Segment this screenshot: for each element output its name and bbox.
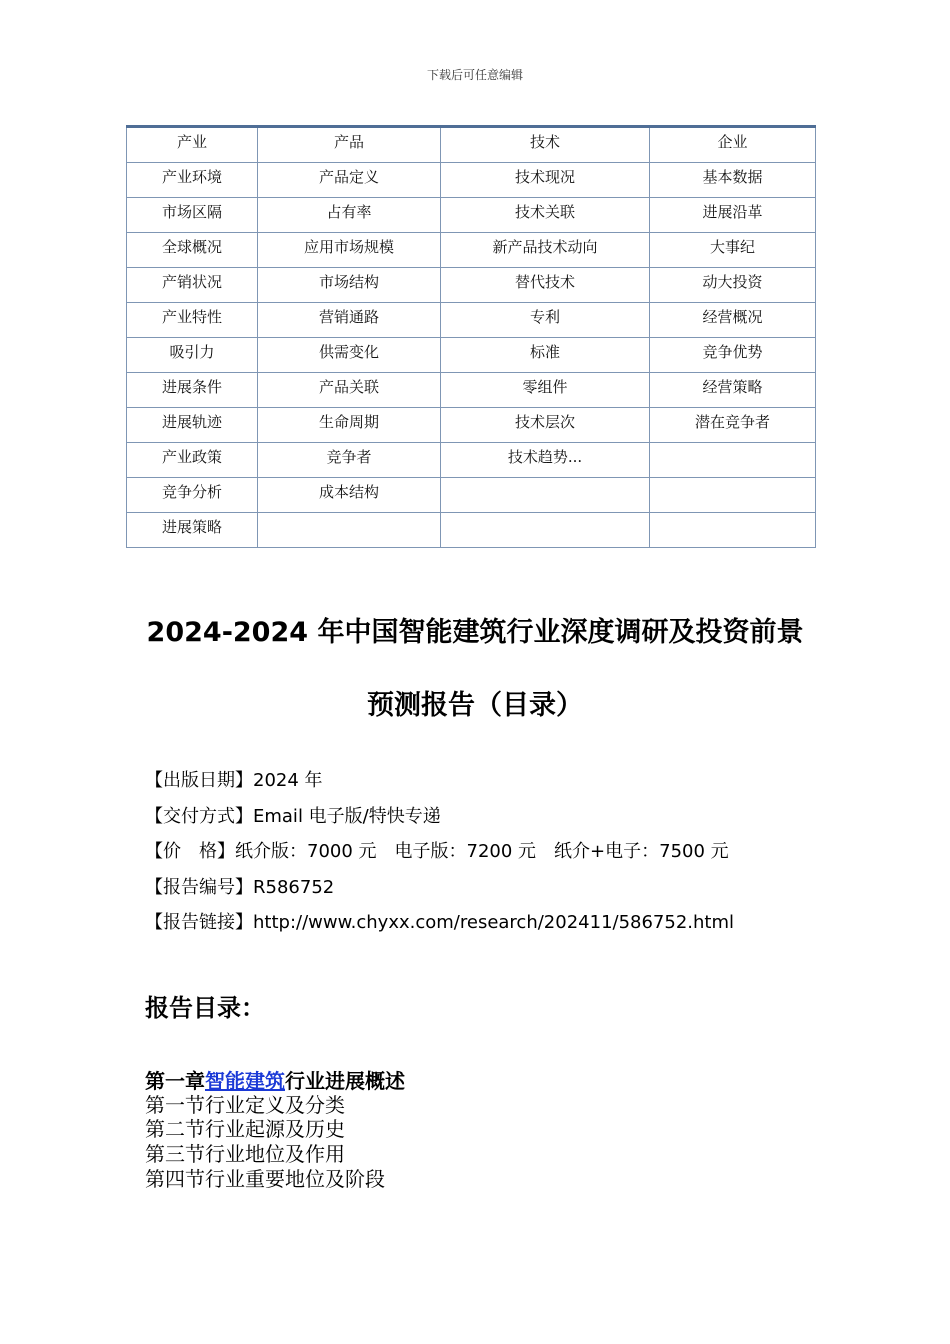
table-row xyxy=(127,513,816,548)
table-cell: 进展策略 xyxy=(127,513,258,548)
table-cell: 吸引力 xyxy=(127,338,258,373)
chapter-1-suffix: 行业进展概述 xyxy=(285,1069,405,1093)
table-row xyxy=(127,478,816,513)
toc-section-4: 第四节行业重要地位及阶段 xyxy=(145,1167,385,1191)
table-cell: 专利 xyxy=(441,303,650,338)
table-row xyxy=(127,127,816,163)
table-cell: 全球概况 xyxy=(127,233,258,268)
report-title-line1: 2024-2024 年中国智能建筑行业深度调研及投资前景 xyxy=(146,617,804,648)
table-cell: 进展沿革 xyxy=(650,198,816,233)
table-cell: 产业特性 xyxy=(127,303,258,338)
table-row xyxy=(127,303,816,338)
table-cell: 动大投资 xyxy=(650,268,816,303)
table-cell: 经营策略 xyxy=(650,373,816,408)
table-cell: 大事纪 xyxy=(650,233,816,268)
table-cell: 产销状况 xyxy=(127,268,258,303)
table-row xyxy=(127,163,816,198)
table-row xyxy=(127,338,816,373)
table-cell: 技术现况 xyxy=(441,163,650,198)
table-cell: 产品 xyxy=(258,127,441,163)
table-cell: 新产品技术动向 xyxy=(441,233,650,268)
chapter-1-prefix: 第一章 xyxy=(145,1069,205,1093)
publish-date: 【出版日期】2024 年 xyxy=(145,770,323,791)
table-cell: 产业政策 xyxy=(127,443,258,478)
table-cell: 替代技术 xyxy=(441,268,650,303)
table-cell: 占有率 xyxy=(258,198,441,233)
table-cell: 技术 xyxy=(441,127,650,163)
table-cell: 技术趋势... xyxy=(441,443,650,478)
table-row xyxy=(127,268,816,303)
table-cell: 进展轨迹 xyxy=(127,408,258,443)
table-cell: 供需变化 xyxy=(258,338,441,373)
table-cell: 产业 xyxy=(127,127,258,163)
table-cell: 基本数据 xyxy=(650,163,816,198)
table-cell xyxy=(650,513,816,548)
delivery-method: 【交付方式】Email 电子版/特快专递 xyxy=(145,806,441,827)
table-cell: 应用市场规模 xyxy=(258,233,441,268)
page-header-note: 下载后可任意编辑 xyxy=(426,68,523,82)
table-cell: 竞争优势 xyxy=(650,338,816,373)
table-cell: 零组件 xyxy=(441,373,650,408)
category-table xyxy=(126,125,816,548)
toc-section-1: 第一节行业定义及分类 xyxy=(145,1093,345,1117)
table-cell: 成本结构 xyxy=(258,478,441,513)
toc-section-2: 第二节行业起源及历史 xyxy=(145,1117,345,1141)
table-cell: 企业 xyxy=(650,127,816,163)
table-cell: 营销通路 xyxy=(258,303,441,338)
report-link[interactable]: 【报告链接】http://www.chyxx.com/research/202411/586752.html xyxy=(145,912,735,933)
toc-heading: 报告目录： xyxy=(145,994,265,1022)
table-cell xyxy=(441,513,650,548)
table-cell: 产品定义 xyxy=(258,163,441,198)
table-cell: 生命周期 xyxy=(258,408,441,443)
table-cell xyxy=(441,478,650,513)
table-cell: 潜在竞争者 xyxy=(650,408,816,443)
report-title-line2: 预测报告（目录） xyxy=(367,690,583,721)
table-row xyxy=(127,198,816,233)
toc-section-3: 第三节行业地位及作用 xyxy=(145,1142,345,1166)
table-row xyxy=(127,443,816,478)
table-cell: 技术关联 xyxy=(441,198,650,233)
table-row xyxy=(127,408,816,443)
chapter-1-link[interactable]: 智能建筑 xyxy=(205,1069,285,1093)
table-row xyxy=(127,233,816,268)
table-cell: 市场区隔 xyxy=(127,198,258,233)
table-cell: 经营概况 xyxy=(650,303,816,338)
table-cell xyxy=(650,443,816,478)
report-code: 【报告编号】R586752 xyxy=(145,877,335,898)
table-cell: 技术层次 xyxy=(441,408,650,443)
table-cell: 产业环境 xyxy=(127,163,258,198)
table-cell: 产品关联 xyxy=(258,373,441,408)
table-row xyxy=(127,373,816,408)
table-cell: 竞争者 xyxy=(258,443,441,478)
table-cell: 标准 xyxy=(441,338,650,373)
table-cell: 竞争分析 xyxy=(127,478,258,513)
price-info: 【价 格】纸介版：7000 元 电子版：7200 元 纸介+电子：7500 元 xyxy=(145,841,729,862)
table-cell: 市场结构 xyxy=(258,268,441,303)
table-cell: 进展条件 xyxy=(127,373,258,408)
table-cell xyxy=(258,513,441,548)
table-cell xyxy=(650,478,816,513)
